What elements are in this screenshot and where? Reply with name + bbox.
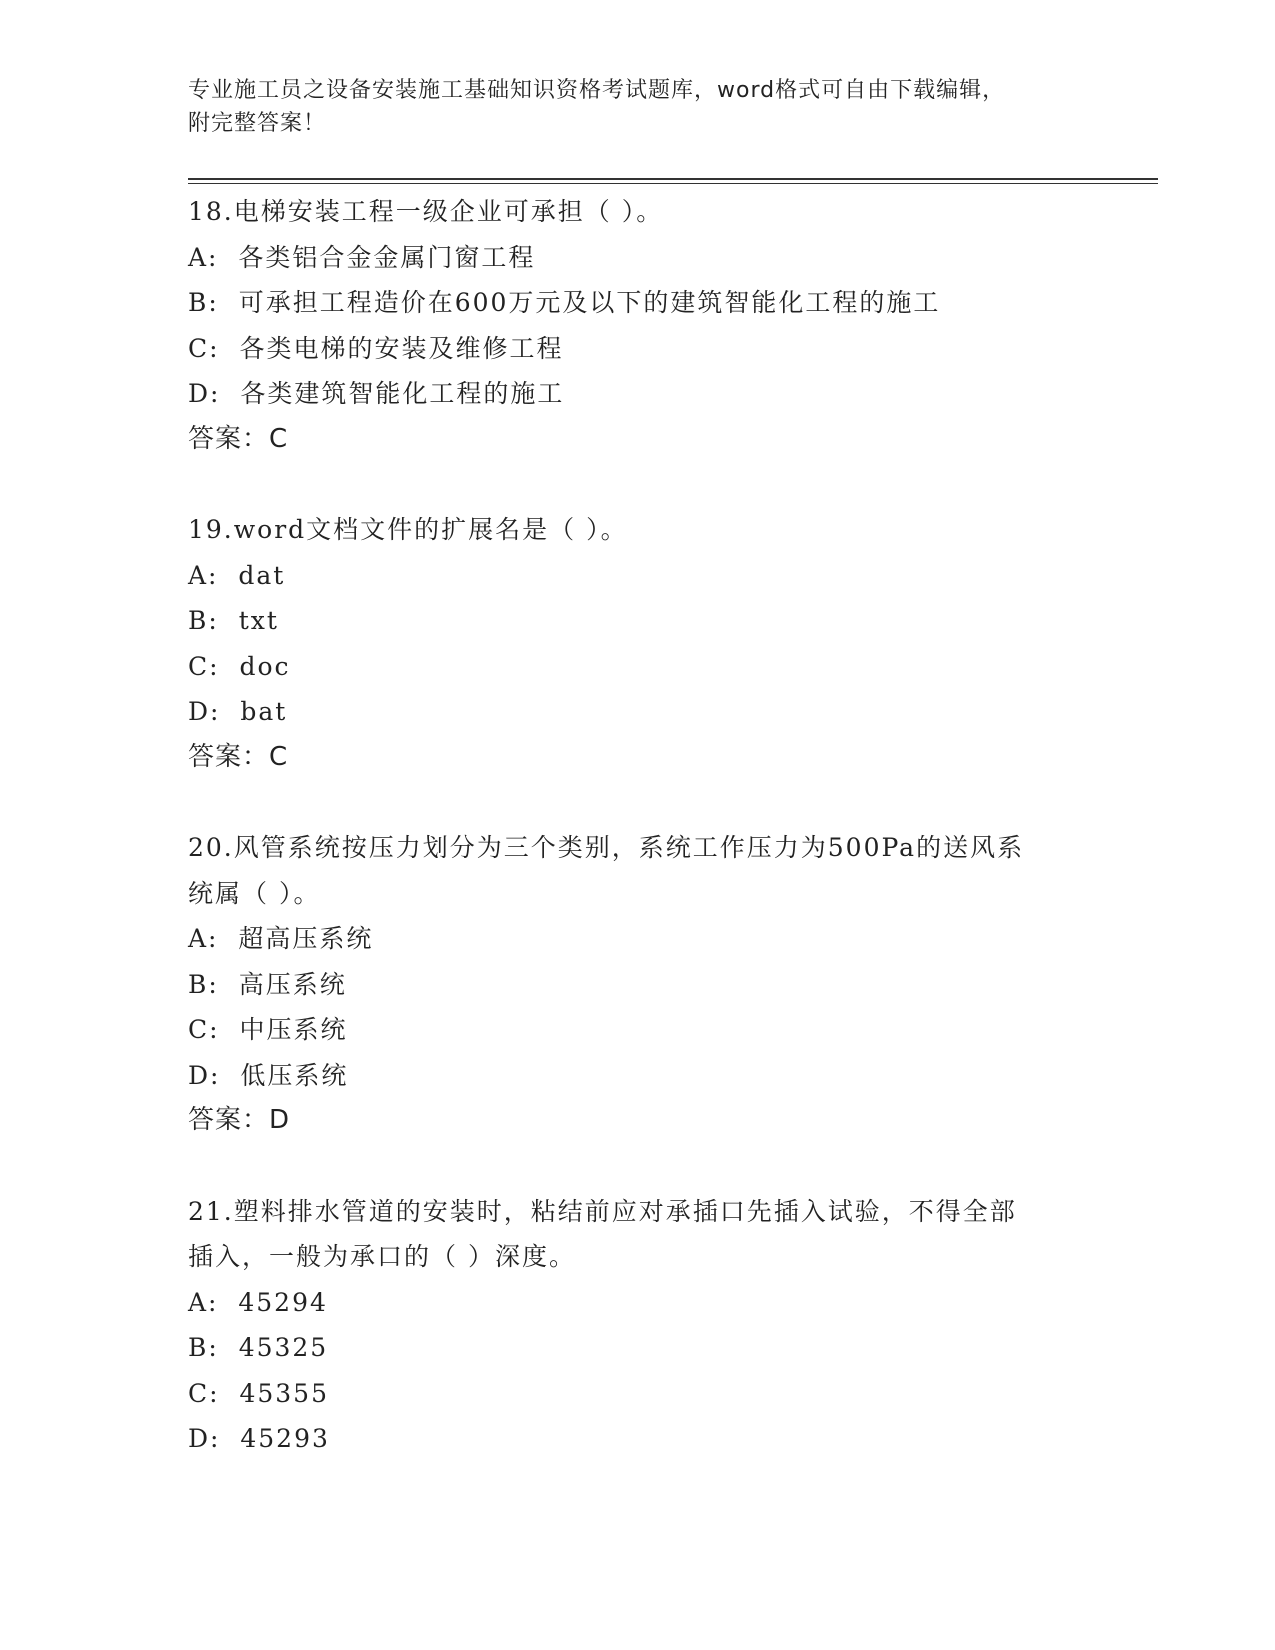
option-b: B: 45325 bbox=[188, 1333, 329, 1362]
header-line-2: 附完整答案！ bbox=[188, 111, 327, 136]
option-a: A: 45294 bbox=[188, 1287, 328, 1317]
answer-label: 答案：C bbox=[188, 741, 289, 772]
option-a: A: dat bbox=[188, 560, 286, 590]
option-c: C: doc bbox=[188, 651, 291, 681]
option-b: B: txt bbox=[188, 606, 279, 635]
option-c: C: 各类电梯的安装及维修工程 bbox=[188, 333, 564, 363]
answer-label: 答案：C bbox=[188, 423, 289, 454]
option-d: D: 各类建筑智能化工程的施工 bbox=[188, 379, 565, 408]
option-d: D: bat bbox=[188, 697, 288, 726]
header-divider-thin bbox=[188, 183, 1158, 184]
question-20 bbox=[188, 825, 1088, 1144]
question-list bbox=[188, 189, 1088, 1507]
question-stem-line-2: 统属（ ）。 bbox=[188, 878, 321, 908]
question-stem-line-1: 21.塑料排水管道的安装时，粘结前应对承插口先插入试验，不得全部 bbox=[188, 1196, 1017, 1226]
option-c: C: 45355 bbox=[188, 1378, 329, 1408]
question-stem: 18.电梯安装工程一级企业可承担（ ）。 bbox=[188, 197, 664, 226]
option-a: A: 超高压系统 bbox=[188, 924, 374, 953]
question-21 bbox=[188, 1189, 1088, 1462]
option-b: B: 高压系统 bbox=[188, 969, 347, 999]
question-19 bbox=[188, 507, 1088, 780]
question-stem-line-2: 插入，一般为承口的（ ）深度。 bbox=[188, 1242, 576, 1271]
option-d: D: 低压系统 bbox=[188, 1060, 349, 1090]
option-a: A: 各类铝合金金属门窗工程 bbox=[188, 242, 536, 272]
option-c: C: 中压系统 bbox=[188, 1015, 348, 1044]
header-divider-thick bbox=[188, 178, 1158, 180]
option-b: B: 可承担工程造价在600万元及以下的建筑智能化工程的施工 bbox=[188, 288, 941, 317]
question-stem-line-1: 20.风管系统按压力划分为三个类别，系统工作压力为500Pa的送风系 bbox=[188, 833, 1025, 862]
header-line-1: 专业施工员之设备安装施工基础知识资格考试题库，word格式可自由下载编辑， bbox=[188, 78, 1006, 103]
page-header bbox=[188, 74, 1068, 140]
option-d: D: 45293 bbox=[188, 1424, 330, 1453]
answer-label: 答案：D bbox=[188, 1105, 291, 1135]
question-stem: 19.word文档文件的扩展名是（ ）。 bbox=[188, 515, 628, 544]
question-18 bbox=[188, 189, 1088, 462]
